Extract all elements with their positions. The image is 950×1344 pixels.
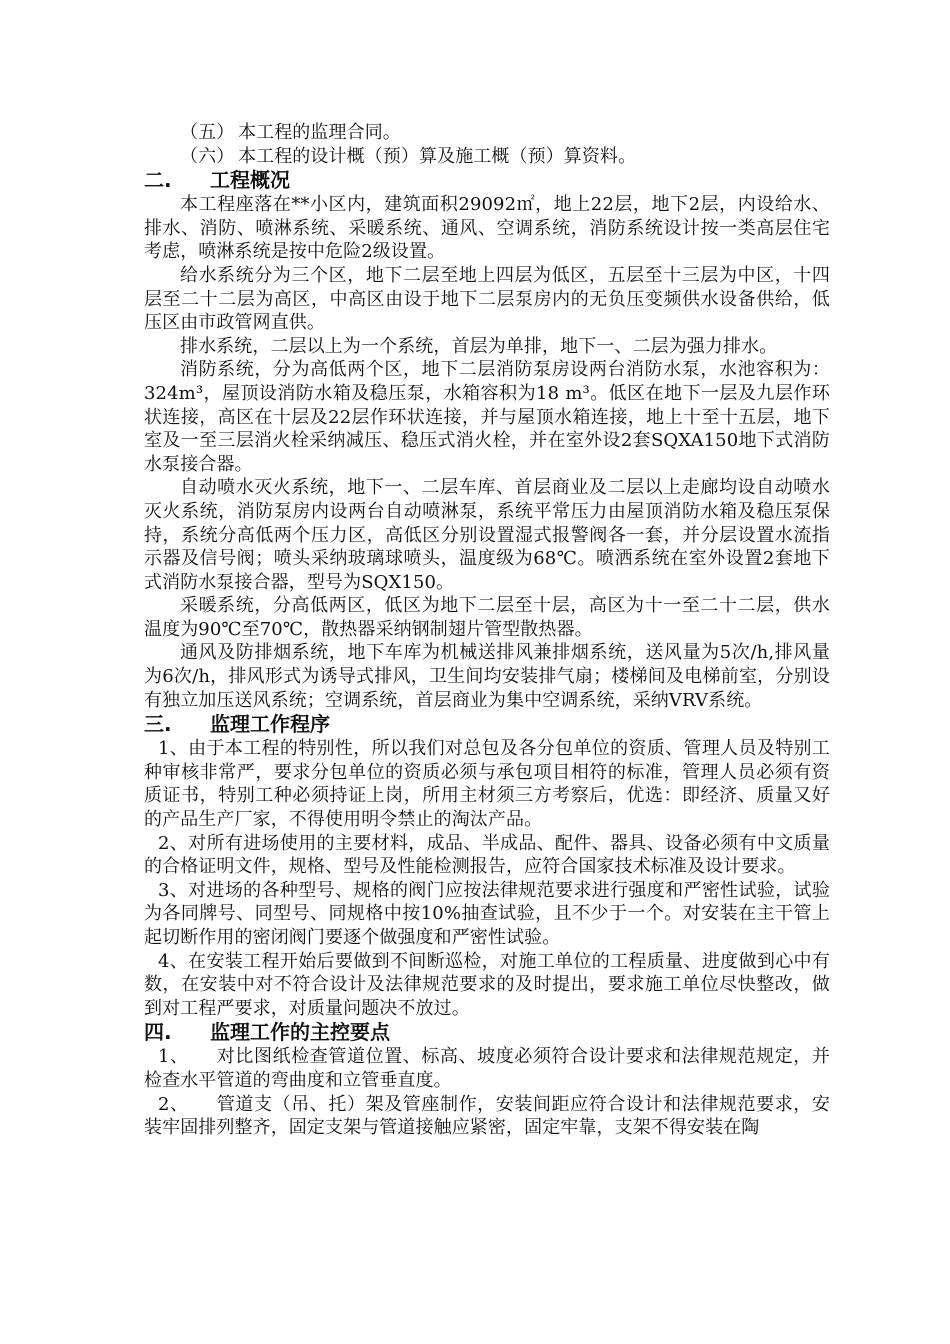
section-title: 工程概况: [210, 168, 290, 193]
section-number: 三.: [144, 712, 172, 737]
numbered-paragraph: 3、对进场的各种型号、规格的阀门应按法律规范要求进行强度和严密性试验，试验为各同牌号、同型号、同规格中按10%抽查试验，且不少于一个。对安装在主干管上起切断作用的密闭阀门要逐个做强度和严密性试验。: [144, 879, 830, 948]
paragraph: 给水系统分为三个区，地下二层至地上四层为低区，五层至十三层为中区，十四层至二十二层为高区，中高区由设于地下二层泵房内的无负压变频供水设备供给，低压区由市政管网直供。: [144, 264, 830, 334]
numbered-paragraph: 2、 管道支（吊、托）架及管座制作，安装间距应符合设计和法律规范要求，安装牢固排列整齐，固定支架与管道接触应紧密，固定牢靠，支架不得安装在陶: [144, 1093, 830, 1139]
section-title: 监理工作程序: [210, 712, 330, 737]
paragraph: 排水系统，二层以上为一个系统，首层为单排，地下一、二层为强力排水。: [180, 335, 778, 357]
intro-item-mark: （五）: [180, 122, 235, 143]
section-number: 四.: [144, 1020, 172, 1045]
intro-item-mark: （六）: [180, 145, 235, 167]
section-heading: [144, 1020, 830, 1045]
paragraph: 本工程座落在**小区内，建筑面积29092㎡，地上22层，地下2层，内设给水、排水、消防、喷淋系统、采暖系统、通风、空调系统，消防系统设计按一类高层住宅考虑，喷淋系统是按中危险2级设置。: [144, 194, 830, 263]
section-number: 二.: [144, 168, 172, 193]
numbered-paragraph: 2、对所有进场使用的主要材料，成品、半成品、配件、器具、设备必须有中文质量的合格证明文件，规格、型号及性能检测报告，应符合国家技术标准及设计要求。: [144, 832, 830, 878]
numbered-paragraph: 1、 对比图纸检查管道位置、标高、坡度必须符合设计要求和法律规范规定，并检查水平管道的弯曲度和立管垂直度。: [144, 1046, 830, 1091]
intro-item-text: 本工程的设计概（预）算及施工概（预）算资料。: [238, 145, 637, 167]
numbered-paragraph: 4、在安装工程开始后要做到不间断巡检，对施工单位的工程质量、进度做到心中有数，在安装中对不符合设计及法律规范要求的及时提出，要求施工单位尽快整改，做到对工程严要求，对质量问题决不放过。: [144, 950, 830, 1019]
intro-item: [144, 145, 830, 169]
section-title: 监理工作的主控要点: [210, 1020, 390, 1045]
intro-item-text: 本工程的监理合同。: [238, 122, 401, 143]
document-body: [144, 121, 830, 1140]
intro-item: [144, 121, 830, 145]
numbered-paragraph: 1、由于本工程的特别性，所以我们对总包及各分包单位的资质、管理人员及特别工种审核非常严，要求分包单位的资质必须与承包项目相符的标准，管理人员必须有资质证书，特别工种必须持证上岗，所用主材须三方考察后，优选：即经济、质量又好的产品生产厂家，不得使用明令禁止的淘汰产品。: [144, 738, 830, 831]
section-heading: [144, 168, 830, 193]
section-heading: [144, 712, 830, 737]
paragraph: 消防系统，分为高低两个区，地下二层消防泵房设两台消防水泵，水池容积为：324m³，屋顶设消防水箱及稳压泵，水箱容积为18 m³。低区在地下一层及九层作环状连接，高区在十层及22层作环状连接，并与屋顶水箱连接，地上十至十五层，地下室及一至三层消火栓采纳减压、稳压式消火栓，并在室外设2套SQXA150地下式消防水泵接合器。: [144, 359, 830, 475]
paragraph: 采暖系统，分高低两区，低区为地下二层至十层，高区为十一至二十二层，供水温度为90℃至70℃，散热器采纳钢制翅片管型散热器。: [144, 595, 830, 640]
paragraph: 通风及防排烟系统，地下车库为机械送排风兼排烟系统，送风量为5次/h,排风量为6次/h，排风形式为诱导式排风，卫生间均安装排气扇；楼梯间及电梯前室，分别设有独立加压送风系统；空调系统，首层商业为集中空调系统，采纳VRV系统。: [144, 642, 830, 711]
paragraph: 自动喷水灭火系统，地下一、二层车库、首层商业及二层以上走廊均设自动喷水灭火系统，消防泵房内设两台自动喷淋泵，系统平常压力由屋顶消防水箱及稳压泵保持，系统分高低两个压力区，高低区分别设置湿式报警阀各一套，并分层设置水流指示器及信号阀；喷头采纳玻璃球喷头，温度级为68℃。喷洒系统在室外设置2套地下式消防水泵接合器，型号为SQX150。: [144, 477, 830, 593]
